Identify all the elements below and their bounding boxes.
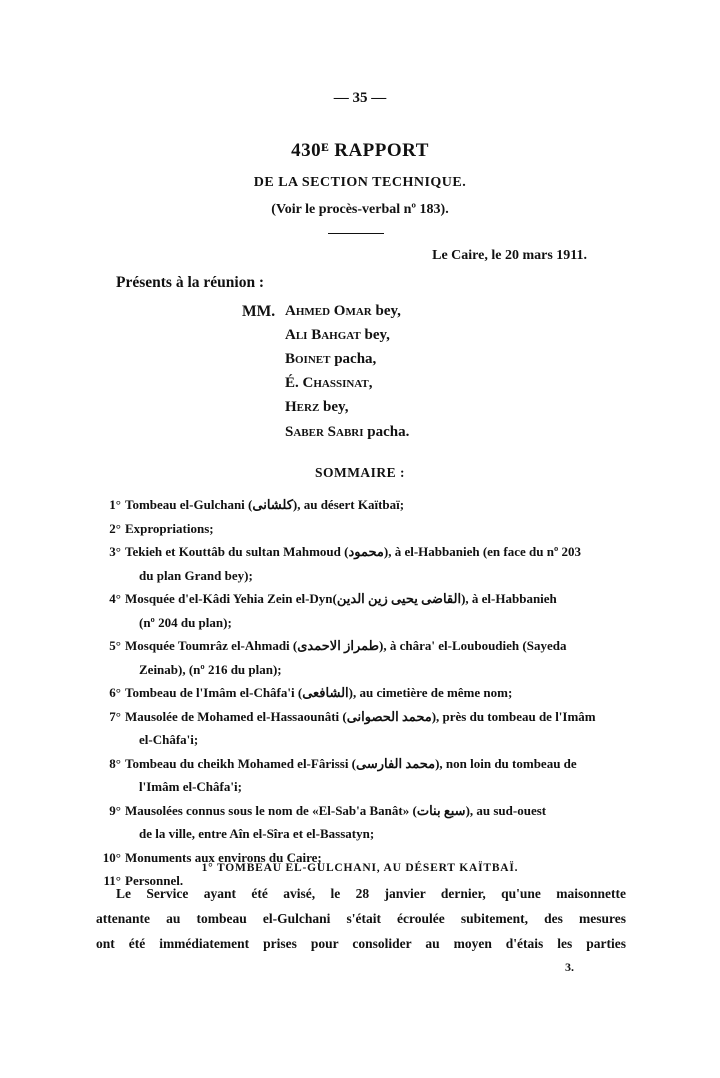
sommaire-item-continuation: el-Châfa'i;	[139, 732, 199, 747]
member-name: Ali Bahgat	[285, 327, 361, 343]
sommaire-item-number: 6°	[109, 685, 121, 700]
section-heading: 1° TOMBEAU EL-GULCHANI, AU DÉSERT KAÏTBAÏ.	[201, 862, 519, 874]
member-name: Ahmed Omar	[285, 303, 372, 319]
title-divider	[328, 233, 384, 234]
sommaire-item-text: Mausolées connus sous le nom de «El-Sab'a Banât» (سبع بنات), au sud-ouest	[125, 802, 547, 818]
sommaire-item	[95, 544, 581, 560]
dateline: Le Caire, le 20 mars 1911.	[432, 248, 587, 263]
member-entry	[285, 399, 348, 416]
sommaire-item-text: Expropriations;	[125, 520, 214, 536]
report-subtitle: DE LA SECTION TECHNIQUE.	[253, 175, 467, 190]
report-title: 430ᴱ RAPPORT	[291, 140, 429, 161]
presents-label: Présents à la réunion :	[116, 274, 265, 291]
proces-verbal-reference: (Voir le procès-verbal nº 183).	[271, 202, 449, 217]
sommaire-item-text: Personnel.	[125, 873, 184, 888]
member-title: bey,	[360, 327, 390, 343]
mm-label: MM.	[242, 303, 276, 320]
signature-mark: 3.	[565, 960, 574, 974]
page-number: — 35 —	[333, 90, 387, 106]
sommaire-item	[95, 497, 404, 513]
member-entry	[285, 424, 409, 441]
member-name: Herz	[285, 399, 320, 415]
sommaire-item	[95, 591, 557, 607]
sommaire-item	[95, 685, 512, 701]
sommaire-item-continuation: du plan Grand bey);	[139, 567, 253, 583]
member-entry	[285, 327, 390, 344]
sommaire-item-text: Tombeau de l'Imâm el-Châfa'i (الشافعى), au cimetière de même nom;	[125, 685, 513, 700]
paragraph-line: Le Service ayant été avisé, le 28 janvier dernier, qu'une maisonnette	[116, 886, 626, 901]
sommaire-item	[95, 803, 546, 819]
sommaire-item-number: 11°	[103, 873, 121, 888]
member-title: pacha,	[330, 351, 377, 367]
sommaire-item-text: Tekieh et Kouttâb du sultan Mahmoud (محمود), à el-Habbanieh (en face du nº 203	[125, 544, 581, 559]
member-entry	[285, 351, 376, 368]
sommaire-item-number: 5°	[109, 638, 121, 653]
sommaire-item	[95, 638, 566, 654]
sommaire-item-number: 8°	[109, 755, 121, 771]
sommaire-item-number: 2°	[109, 520, 121, 536]
member-title: ,	[368, 375, 373, 391]
member-title: pacha.	[363, 424, 410, 440]
sommaire-item-text: Monuments aux environs du Caire;	[125, 849, 322, 865]
sommaire-item-continuation: de la ville, entre Aîn el-Sîra et el-Bassatyn;	[139, 826, 375, 841]
sommaire-item-continuation: l'Imâm el-Châfa'i;	[139, 779, 242, 794]
sommaire-item-number: 7°	[109, 708, 121, 724]
sommaire-item-number: 3°	[109, 544, 121, 559]
member-title: bey,	[371, 303, 401, 319]
sommaire-heading: SOMMAIRE :	[314, 465, 406, 480]
sommaire-item-text: Tombeau el-Gulchani (كلشانى), au désert Kaïtbaï;	[125, 497, 405, 512]
member-entry	[285, 375, 373, 392]
sommaire-item	[95, 521, 214, 537]
paragraph-line: ont été immédiatement prises pour consolider au moyen d'étais les parties	[96, 936, 626, 951]
member-title: bey,	[319, 399, 349, 415]
member-name: Boinet	[285, 351, 331, 367]
member-name: É. Chassinat	[285, 375, 369, 391]
sommaire-item-number: 1°	[109, 497, 121, 512]
member-entry	[285, 303, 401, 320]
sommaire-item-continuation: (nº 204 du plan);	[139, 614, 232, 630]
sommaire-item-number: 4°	[109, 591, 121, 606]
sommaire-item-number: 10°	[102, 849, 121, 865]
sommaire-item	[95, 756, 577, 772]
sommaire-item-text: Mosquée d'el-Kâdi Yehia Zein el-Dyn(القاضى يحيى زين الدين), à el-Habbanieh	[125, 591, 557, 606]
sommaire-item-number: 9°	[109, 802, 121, 818]
sommaire-item	[95, 709, 596, 725]
sommaire-item-text: Mausolée de Mohamed el-Hassaounâti (محمد الحصوانى), près du tombeau de l'Imâm	[125, 708, 596, 724]
sommaire-item-text: Mosquée Toumrâz el-Ahmadi (طمراز الاحمدى), à châra' el-Louboudieh (Sayeda	[125, 638, 567, 653]
sommaire-item-continuation: Zeinab), (nº 216 du plan);	[139, 661, 282, 677]
member-name: Saber Sabri	[285, 424, 364, 440]
paragraph-line: attenante au tombeau el-Gulchani s'était écroulée subitement, des mesures	[96, 911, 626, 926]
sommaire-item-text: Tombeau du cheikh Mohamed el-Fârissi (محمد الفارسى), non loin du tombeau de	[125, 755, 577, 771]
